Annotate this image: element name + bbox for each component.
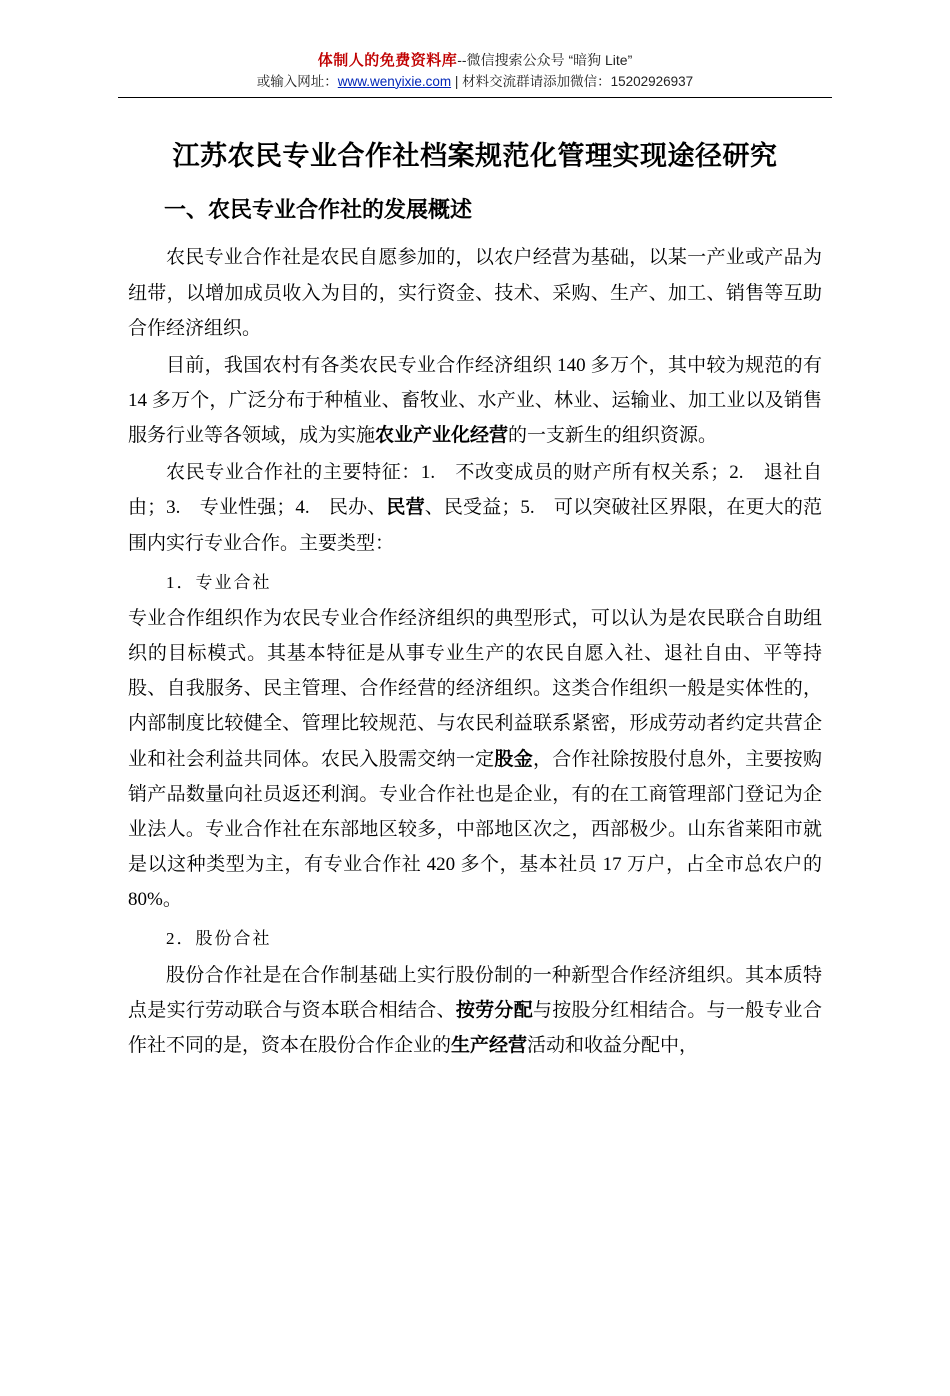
page-title: 江苏农民专业合作社档案规范化管理实现途径研究 [172,140,778,171]
paragraph-3 [128,455,822,560]
paragraph-2-part-c: 的一支新生的组织资源。 [508,425,718,447]
banner-brand-text: 体制人的免费资料库 [317,52,458,69]
paragraph-5 [128,958,822,1063]
paragraph-2 [128,348,822,453]
paragraph-5-bold-1: 按劳分配 [455,999,533,1021]
banner-line-one [128,52,822,71]
paragraph-1: 农民专业合作社是农民自愿参加的，以农户经营为基础，以某一产业或产品为纽带，以增加成员收入为目的，实行资金、技术、采购、生产、加工、销售等互助合作经济组织。 [128,247,822,339]
subheading-1: 1．专业合社 [166,572,272,592]
paragraph-4-part-c: ，合作社除按股付息外，主要按购销产品数量向社员返还利润。专业合作社也是企业，有的在工商管理部门登记为企业法人。专业合作社在东部地区较多，中部地区次之，西部极少。山东省莱阳市就是以这种类型为主，有专业合作社 420 多个，基本社员 17 万户，占全市总农户的 80%。 [128,748,822,911]
paragraph-4-bold: 股金 [494,748,533,770]
banner-url-prefix: 或输入网址： [256,73,338,89]
paragraph-5-part-a: 股份合作社是在合作制基础上实行股份制的一种新型合作经济组织。其本质特点是实行劳动联合与资本联合相结合、 [128,964,822,1021]
paragraph-5-part-e: 活动和收益分配中， [527,1034,699,1056]
banner-line-two [128,74,822,91]
paragraph-3-bold: 民营 [386,497,425,519]
paragraph-2-part-a: 目前，我国农村有各类农民专业合作经济组织 140 多万个，其中较为规范的有 14 多万个，广泛分布于种植业、畜牧业、水产业、林业、运输业、加工业以及销售服务行业等各领域，成为实施 [128,354,822,447]
banner-website-link[interactable]: www.wenyixie.com [337,73,452,89]
paragraph-4-part-a: 专业合作组织作为农民专业合作经济组织的典型形式，可以认为是农民联合自助组织的目标模式。其基本特征是从事专业生产的农民自愿入社、退社自由、平等持股、自我服务、民主管理、合作经营的经济组织。这类合作组织一般是实体性的，内部制度比较健全、管理比较规范、与农民利益联系紧密，形成劳动者约定共营企业和社会利益共同体。农民入股需交纳一定 [128,607,822,770]
section-heading-1: 一、农民专业合作社的发展概述 [164,197,473,223]
paragraph-4 [128,601,822,917]
paragraph-3-part-a: 农民专业合作社的主要特征：1. 不改变成员的财产所有权关系；2. 退社自由；3. 专业性强；4. 民办、 [128,462,822,519]
paragraph-5-bold-2: 生产经营 [451,1034,528,1056]
subheading-2: 2．股份合社 [166,929,272,949]
banner-url-suffix: | 材料交流群请添加微信：15202926937 [451,73,694,89]
paragraph-3-part-c: 、民受益；5. 可以突破社区界限，在更大的范围内实行专业合作。主要类型： [128,497,822,554]
banner-wechat-text: --微信搜索公众号 “暗狗 Lite” [457,52,633,68]
promo-banner [128,52,822,91]
document-body [128,98,822,1063]
document-page [0,52,950,1396]
paragraph-5-part-c: 与按股分红相结合。与一般专业合作社不同的是，资本在股份合作企业的 [128,999,822,1056]
paragraph-2-bold: 农业产业化经营 [375,425,509,447]
